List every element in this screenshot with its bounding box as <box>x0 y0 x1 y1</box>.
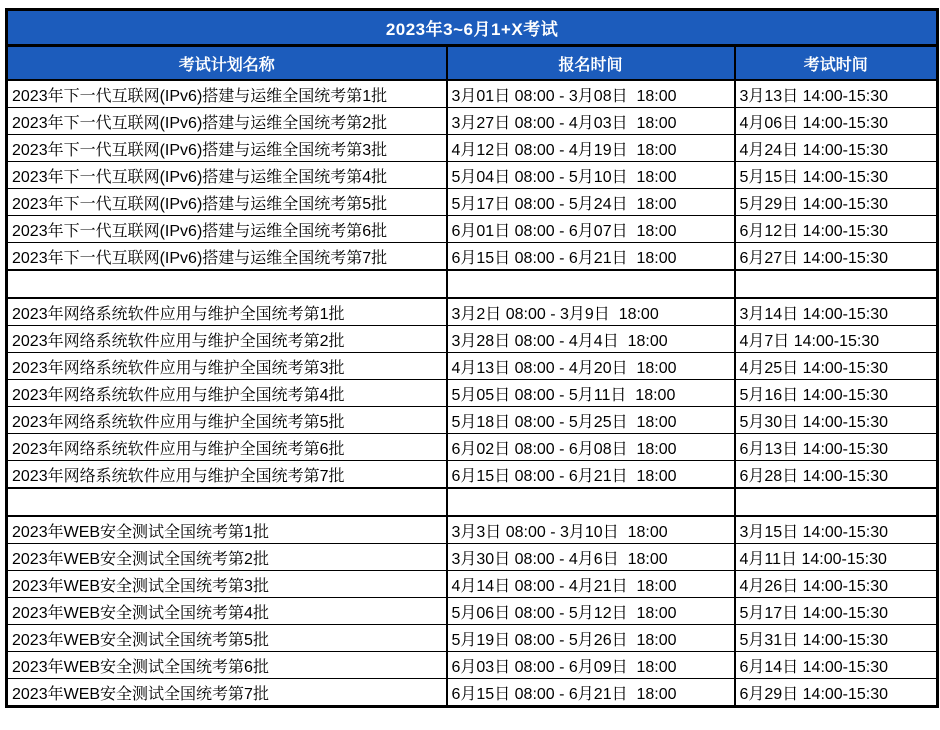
registration-time-cell: 6月03日 08:00 - 6月09日 18:00 <box>447 652 735 679</box>
registration-time-cell: 6月15日 08:00 - 6月21日 18:00 <box>447 243 735 271</box>
plan-name-cell: 2023年网络系统软件应用与维护全国统考第7批 <box>7 461 447 489</box>
table-row <box>7 461 938 489</box>
column-header-plan-name: 考试计划名称 <box>7 46 447 81</box>
registration-time-cell: 5月19日 08:00 - 5月26日 18:00 <box>447 625 735 652</box>
registration-time-cell: 5月06日 08:00 - 5月12日 18:00 <box>447 598 735 625</box>
table-row <box>7 108 938 135</box>
exam-time-cell: 5月15日 14:00-15:30 <box>735 162 938 189</box>
table-row <box>7 353 938 380</box>
registration-time-cell: 6月15日 08:00 - 6月21日 18:00 <box>447 461 735 489</box>
table-row <box>7 80 938 108</box>
exam-time-cell: 6月27日 14:00-15:30 <box>735 243 938 271</box>
registration-time-cell: 3月28日 08:00 - 4月4日 18:00 <box>447 326 735 353</box>
table-header-row <box>7 46 938 81</box>
column-header-registration-time: 报名时间 <box>447 46 735 81</box>
table-row <box>7 326 938 353</box>
table-row <box>7 434 938 461</box>
registration-time-cell <box>447 488 735 516</box>
table-row <box>7 516 938 544</box>
registration-time-cell: 3月2日 08:00 - 3月9日 18:00 <box>447 298 735 326</box>
table-row <box>7 571 938 598</box>
exam-time-cell: 3月13日 14:00-15:30 <box>735 80 938 108</box>
table-row <box>7 407 938 434</box>
plan-name-cell: 2023年下一代互联网(IPv6)搭建与运维全国统考第1批 <box>7 80 447 108</box>
exam-time-cell: 6月28日 14:00-15:30 <box>735 461 938 489</box>
exam-time-cell: 3月14日 14:00-15:30 <box>735 298 938 326</box>
plan-name-cell: 2023年WEB安全测试全国统考第4批 <box>7 598 447 625</box>
exam-time-cell: 4月06日 14:00-15:30 <box>735 108 938 135</box>
plan-name-cell: 2023年下一代互联网(IPv6)搭建与运维全国统考第5批 <box>7 189 447 216</box>
plan-name-cell: 2023年WEB安全测试全国统考第5批 <box>7 625 447 652</box>
plan-name-cell: 2023年网络系统软件应用与维护全国统考第1批 <box>7 298 447 326</box>
plan-name-cell: 2023年WEB安全测试全国统考第3批 <box>7 571 447 598</box>
exam-time-cell: 3月15日 14:00-15:30 <box>735 516 938 544</box>
plan-name-cell: 2023年下一代互联网(IPv6)搭建与运维全国统考第7批 <box>7 243 447 271</box>
exam-time-cell <box>735 270 938 298</box>
table-row <box>7 544 938 571</box>
plan-name-cell: 2023年WEB安全测试全国统考第7批 <box>7 679 447 707</box>
exam-time-cell: 4月11日 14:00-15:30 <box>735 544 938 571</box>
plan-name-cell: 2023年网络系统软件应用与维护全国统考第3批 <box>7 353 447 380</box>
registration-time-cell: 3月01日 08:00 - 3月08日 18:00 <box>447 80 735 108</box>
exam-time-cell: 5月16日 14:00-15:30 <box>735 380 938 407</box>
registration-time-cell: 4月14日 08:00 - 4月21日 18:00 <box>447 571 735 598</box>
spacer-row <box>7 270 938 298</box>
exam-time-cell: 5月31日 14:00-15:30 <box>735 625 938 652</box>
plan-name-cell: 2023年网络系统软件应用与维护全国统考第5批 <box>7 407 447 434</box>
plan-name-cell: 2023年WEB安全测试全国统考第1批 <box>7 516 447 544</box>
registration-time-cell: 3月27日 08:00 - 4月03日 18:00 <box>447 108 735 135</box>
registration-time-cell: 5月04日 08:00 - 5月10日 18:00 <box>447 162 735 189</box>
table-row <box>7 598 938 625</box>
plan-name-cell: 2023年网络系统软件应用与维护全国统考第2批 <box>7 326 447 353</box>
plan-name-cell: 2023年WEB安全测试全国统考第6批 <box>7 652 447 679</box>
plan-name-cell: 2023年WEB安全测试全国统考第2批 <box>7 544 447 571</box>
registration-time-cell: 3月30日 08:00 - 4月6日 18:00 <box>447 544 735 571</box>
plan-name-cell: 2023年下一代互联网(IPv6)搭建与运维全国统考第3批 <box>7 135 447 162</box>
exam-time-cell: 6月29日 14:00-15:30 <box>735 679 938 707</box>
plan-name-cell: 2023年下一代互联网(IPv6)搭建与运维全国统考第2批 <box>7 108 447 135</box>
table-row <box>7 135 938 162</box>
exam-time-cell: 4月25日 14:00-15:30 <box>735 353 938 380</box>
table-row <box>7 216 938 243</box>
plan-name-cell: 2023年网络系统软件应用与维护全国统考第4批 <box>7 380 447 407</box>
plan-name-cell <box>7 270 447 298</box>
table-title: 2023年3~6月1+X考试 <box>7 10 938 46</box>
exam-time-cell: 5月30日 14:00-15:30 <box>735 407 938 434</box>
table-row <box>7 243 938 271</box>
table-row <box>7 679 938 707</box>
registration-time-cell: 6月15日 08:00 - 6月21日 18:00 <box>447 679 735 707</box>
plan-name-cell: 2023年网络系统软件应用与维护全国统考第6批 <box>7 434 447 461</box>
column-header-exam-time: 考试时间 <box>735 46 938 81</box>
registration-time-cell: 6月02日 08:00 - 6月08日 18:00 <box>447 434 735 461</box>
registration-time-cell: 5月05日 08:00 - 5月11日 18:00 <box>447 380 735 407</box>
registration-time-cell: 4月12日 08:00 - 4月19日 18:00 <box>447 135 735 162</box>
exam-time-cell: 4月7日 14:00-15:30 <box>735 326 938 353</box>
exam-time-cell: 5月29日 14:00-15:30 <box>735 189 938 216</box>
registration-time-cell: 5月18日 08:00 - 5月25日 18:00 <box>447 407 735 434</box>
spacer-row <box>7 488 938 516</box>
exam-time-cell: 6月13日 14:00-15:30 <box>735 434 938 461</box>
table-row <box>7 189 938 216</box>
registration-time-cell: 4月13日 08:00 - 4月20日 18:00 <box>447 353 735 380</box>
registration-time-cell: 6月01日 08:00 - 6月07日 18:00 <box>447 216 735 243</box>
table-row <box>7 625 938 652</box>
exam-time-cell: 4月24日 14:00-15:30 <box>735 135 938 162</box>
exam-time-cell: 6月14日 14:00-15:30 <box>735 652 938 679</box>
table-row <box>7 162 938 189</box>
exam-schedule-table <box>5 8 939 708</box>
exam-time-cell: 6月12日 14:00-15:30 <box>735 216 938 243</box>
registration-time-cell: 3月3日 08:00 - 3月10日 18:00 <box>447 516 735 544</box>
plan-name-cell <box>7 488 447 516</box>
exam-schedule <box>5 8 939 708</box>
plan-name-cell: 2023年下一代互联网(IPv6)搭建与运维全国统考第4批 <box>7 162 447 189</box>
plan-name-cell: 2023年下一代互联网(IPv6)搭建与运维全国统考第6批 <box>7 216 447 243</box>
table-title-row <box>7 10 938 46</box>
registration-time-cell: 5月17日 08:00 - 5月24日 18:00 <box>447 189 735 216</box>
exam-time-cell <box>735 488 938 516</box>
table-row <box>7 380 938 407</box>
exam-table-body <box>7 80 938 707</box>
registration-time-cell <box>447 270 735 298</box>
table-row <box>7 652 938 679</box>
table-row <box>7 298 938 326</box>
exam-time-cell: 4月26日 14:00-15:30 <box>735 571 938 598</box>
exam-time-cell: 5月17日 14:00-15:30 <box>735 598 938 625</box>
